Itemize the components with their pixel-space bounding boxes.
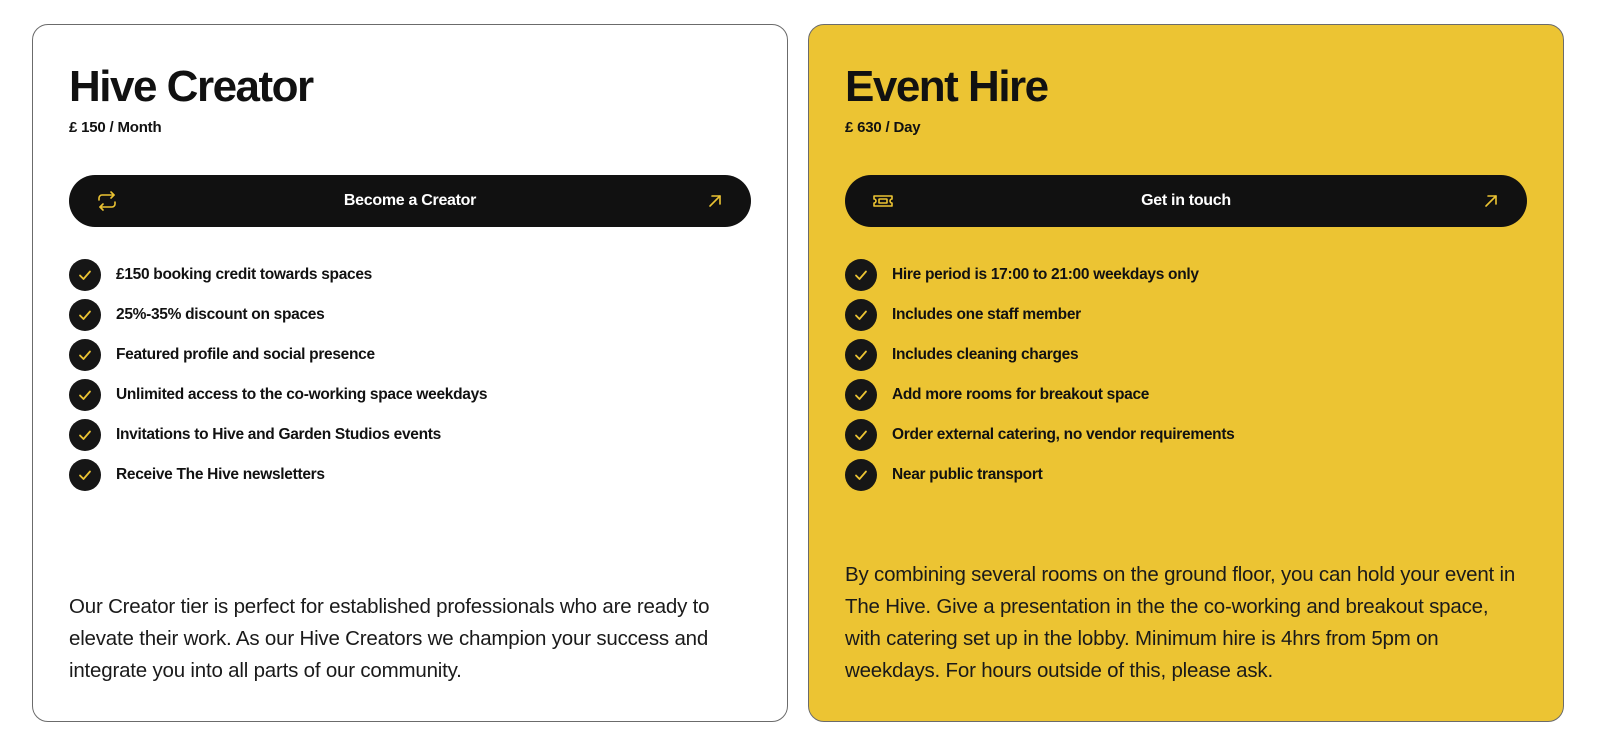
feature-item (69, 379, 751, 411)
check-circle-icon (845, 339, 877, 371)
feature-item (69, 259, 751, 291)
feature-text: Add more rooms for breakout space (892, 386, 1150, 403)
ticket-icon (871, 189, 895, 213)
feature-item (845, 339, 1527, 371)
feature-item (845, 459, 1527, 491)
plan-description: Our Creator tier is perfect for established professionals who are ready to elevate their work. As our Hive Creators we champion your success and integrate you into all parts of our community. (69, 595, 710, 682)
get-in-touch-button[interactable] (845, 175, 1527, 227)
repeat-arrows-icon (95, 189, 119, 213)
check-circle-icon (845, 419, 877, 451)
feature-list (69, 259, 751, 491)
check-circle-icon (69, 379, 101, 411)
check-circle-icon (69, 459, 101, 491)
feature-item (845, 259, 1527, 291)
check-circle-icon (845, 259, 877, 291)
feature-text: Near public transport (892, 466, 1043, 483)
plan-description: By combining several rooms on the ground floor, you can hold your event in The Hive. Give a presentation in the the co-working and breakout space, with catering set up in the lobby. Minimum hire is 4hrs from 5pm on weekdays. For hours outside of this, please ask. (845, 563, 1516, 682)
check-circle-icon (69, 259, 101, 291)
arrow-up-right-icon (1481, 191, 1501, 211)
plan-card-event-hire (808, 24, 1564, 722)
become-creator-button[interactable] (69, 175, 751, 227)
check-circle-icon (69, 419, 101, 451)
plan-card-hive-creator (32, 24, 788, 722)
feature-text: 25%-35% discount on spaces (116, 306, 325, 323)
feature-list (845, 259, 1527, 491)
feature-text: Hire period is 17:00 to 21:00 weekdays only (892, 266, 1199, 283)
plan-price: £ 150 / Month (69, 119, 162, 136)
feature-text: £150 booking credit towards spaces (116, 266, 372, 283)
feature-item (845, 419, 1527, 451)
feature-text: Featured profile and social presence (116, 346, 375, 363)
plan-title: Hive Creator (69, 62, 313, 111)
feature-text: Order external catering, no vendor requirements (892, 426, 1235, 443)
feature-item (69, 339, 751, 371)
check-circle-icon (69, 299, 101, 331)
plan-price: £ 630 / Day (845, 119, 921, 136)
feature-text: Receive The Hive newsletters (116, 466, 325, 483)
feature-text: Includes one staff member (892, 306, 1081, 323)
feature-item (69, 419, 751, 451)
feature-item (69, 459, 751, 491)
feature-text: Invitations to Hive and Garden Studios events (116, 426, 441, 443)
feature-text: Unlimited access to the co-working space weekdays (116, 386, 488, 403)
check-circle-icon (845, 299, 877, 331)
check-circle-icon (845, 379, 877, 411)
cta-label: Become a Creator (343, 192, 477, 209)
check-circle-icon (845, 459, 877, 491)
cta-label: Get in touch (1141, 192, 1231, 209)
plan-title: Event Hire (845, 62, 1048, 111)
arrow-up-right-icon (705, 191, 725, 211)
feature-item (845, 299, 1527, 331)
pricing-cards (32, 24, 1568, 722)
check-circle-icon (69, 339, 101, 371)
feature-item (69, 299, 751, 331)
feature-text: Includes cleaning charges (892, 346, 1079, 363)
feature-item (845, 379, 1527, 411)
